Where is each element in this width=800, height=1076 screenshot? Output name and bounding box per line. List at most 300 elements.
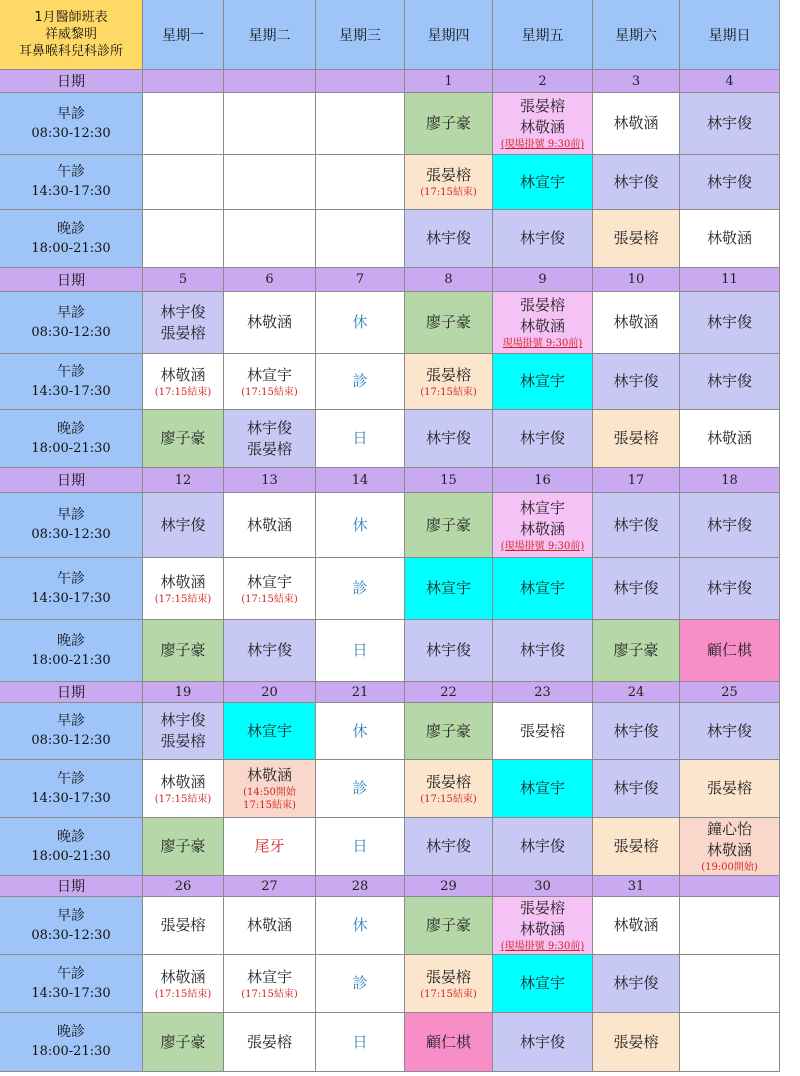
schedule-cell — [405, 897, 493, 955]
schedule-cell — [405, 210, 493, 268]
session-label — [0, 210, 143, 268]
schedule-cell — [493, 897, 593, 955]
title-line-2: 祥威黎明 — [44, 27, 97, 42]
schedule-cell — [680, 955, 780, 1013]
date-number: 10 — [627, 272, 645, 287]
doctor-name: 林宇俊 — [246, 418, 292, 437]
doctor-name: 張晏榕 — [425, 166, 471, 184]
doctor-name: 張晏榕 — [160, 916, 206, 934]
schedule-cell — [143, 155, 224, 210]
doctor-name: 林敬涵 — [706, 841, 752, 859]
schedule-note: (17:15結束) — [420, 793, 477, 805]
schedule-cell — [593, 558, 680, 620]
schedule-cell — [224, 760, 316, 818]
session-time: 14:30-17:30 — [31, 184, 111, 199]
doctor-name: 林宣宇 — [246, 365, 292, 384]
schedule-cell — [493, 493, 593, 558]
date-number: 6 — [265, 272, 274, 287]
session-name: 晚診 — [57, 828, 85, 845]
doctor-name: 顧仁棋 — [706, 641, 752, 659]
date-number: 2 — [538, 73, 547, 89]
doctor-name: 林宇俊 — [246, 641, 292, 659]
doctor-name: 林宇俊 — [613, 515, 659, 534]
doctor-name: 林宇俊 — [706, 515, 752, 534]
doctor-name: 林敬涵 — [706, 229, 752, 247]
schedule-cell — [493, 760, 593, 818]
doctor-name: 林宣宇 — [519, 974, 565, 992]
doctor-name: 林宇俊 — [160, 711, 206, 729]
weekday-label: 星期二 — [248, 27, 291, 44]
doctor-name: 林敬涵 — [613, 313, 659, 331]
schedule-note: (現場掛號 9:30前) — [500, 540, 585, 552]
session-name: 早診 — [57, 713, 85, 729]
schedule-cell — [143, 410, 224, 468]
weekday-header — [143, 0, 224, 70]
doctor-name: 林宣宇 — [425, 579, 471, 597]
schedule-cell — [224, 210, 316, 268]
weekday-header — [680, 0, 780, 70]
schedule-cell — [143, 354, 224, 410]
session-label — [0, 620, 143, 682]
date-row-label — [0, 682, 143, 703]
schedule-cell — [680, 703, 780, 760]
doctor-name: 林敬涵 — [706, 429, 752, 447]
schedule-cell — [316, 93, 405, 155]
doctor-name: 休 — [352, 721, 368, 740]
schedule-cell — [680, 155, 780, 210]
doctor-name: 林敬涵 — [613, 916, 659, 934]
doctor-name: 鐘心怡 — [706, 820, 752, 838]
doctor-name: 張晏榕 — [613, 837, 659, 855]
date-cell — [316, 70, 405, 93]
doctor-name: 張晏榕 — [519, 721, 565, 740]
schedule-cell — [680, 493, 780, 558]
doctor-name: 尾牙 — [254, 837, 285, 855]
doctor-name: 診 — [352, 372, 368, 390]
date-number: 17 — [627, 472, 645, 488]
weekday-header — [316, 0, 405, 70]
schedule-cell — [316, 210, 405, 268]
title-line-3: 耳鼻喉科兒科診所 — [18, 44, 123, 59]
schedule-cell — [316, 955, 405, 1013]
date-cell — [680, 268, 780, 292]
date-cell — [143, 682, 224, 703]
schedule-cell — [593, 703, 680, 760]
schedule-note: (17:15結束) — [241, 593, 298, 605]
weekday-header — [593, 0, 680, 70]
schedule-cell — [405, 818, 493, 876]
schedule-cell — [593, 818, 680, 876]
schedule-cell — [224, 897, 316, 955]
date-number: 3 — [631, 73, 641, 89]
doctor-name: 林宇俊 — [706, 579, 752, 597]
session-label — [0, 703, 143, 760]
date-cell — [224, 876, 316, 897]
schedule-cell — [316, 897, 405, 955]
doctor-name: 張晏榕 — [613, 429, 659, 447]
doctor-name: 林宇俊 — [160, 515, 206, 534]
date-number: 20 — [261, 684, 278, 700]
schedule-cell — [680, 93, 780, 155]
doctor-name: 診 — [352, 779, 368, 797]
schedule-note: (17:15結束) — [420, 988, 477, 1000]
doctor-name: 林敬涵 — [246, 916, 292, 934]
doctor-name: 休 — [352, 916, 368, 934]
date-number: 21 — [351, 684, 369, 700]
doctor-name: 廖子豪 — [425, 515, 471, 534]
date-cell — [143, 468, 224, 493]
schedule-cell — [680, 620, 780, 682]
date-row-label — [0, 468, 143, 493]
schedule-cell — [405, 558, 493, 620]
date-number: 30 — [534, 878, 551, 894]
doctor-name: 林宇俊 — [425, 229, 471, 247]
session-name: 午診 — [57, 770, 85, 787]
date-cell — [224, 682, 316, 703]
doctor-name: 林宇俊 — [706, 721, 752, 740]
doctor-name: 林敬涵 — [160, 967, 206, 986]
schedule-note: (17:15結束) — [420, 187, 477, 198]
schedule-cell — [224, 410, 316, 468]
session-time: 14:30-17:30 — [31, 985, 111, 1001]
doctor-name: 林宇俊 — [519, 429, 565, 447]
schedule-cell — [316, 620, 405, 682]
schedule-cell — [405, 493, 493, 558]
doctor-name: 林宇俊 — [160, 302, 206, 321]
schedule-cell — [224, 955, 316, 1013]
schedule-cell — [224, 493, 316, 558]
schedule-cell — [493, 703, 593, 760]
schedule-cell — [316, 410, 405, 468]
doctor-name: 林宇俊 — [706, 313, 752, 331]
schedule-note: (17:15結束) — [241, 386, 298, 398]
doctor-name: 林宇俊 — [613, 579, 659, 597]
doctor-name: 張晏榕 — [706, 779, 752, 797]
doctor-name: 林宇俊 — [519, 837, 565, 855]
doctor-name: 林宣宇 — [246, 967, 292, 986]
date-cell — [593, 70, 680, 93]
session-name: 早診 — [57, 304, 85, 321]
date-number: 29 — [440, 878, 457, 894]
doctor-name: 林宣宇 — [519, 372, 565, 390]
date-cell — [593, 876, 680, 897]
schedule-cell — [680, 818, 780, 876]
session-label — [0, 558, 143, 620]
schedule-cell — [224, 292, 316, 354]
session-label — [0, 955, 143, 1013]
date-label: 日期 — [57, 879, 85, 895]
doctor-name: 廖子豪 — [425, 114, 471, 132]
date-number: 23 — [534, 684, 551, 700]
session-name: 晚診 — [57, 632, 85, 649]
schedule-cell — [405, 410, 493, 468]
title-line-1: 1月醫師班表 — [34, 10, 108, 25]
schedule-note: 17:15結束) — [243, 800, 296, 811]
schedule-cell — [680, 410, 780, 468]
date-label: 日期 — [57, 685, 85, 701]
session-label — [0, 410, 143, 468]
date-cell — [680, 468, 780, 493]
date-cell — [316, 468, 405, 493]
doctor-name: 日 — [352, 429, 368, 447]
session-name: 午診 — [57, 363, 85, 380]
date-cell — [224, 70, 316, 93]
session-time: 18:00-21:30 — [31, 652, 111, 668]
schedule-cell — [680, 210, 780, 268]
date-row-label — [0, 268, 143, 292]
doctor-name: 廖子豪 — [160, 429, 206, 447]
schedule-cell — [405, 155, 493, 210]
date-number: 24 — [627, 684, 645, 700]
weekday-label: 星期一 — [162, 27, 204, 44]
schedule-cell — [680, 292, 780, 354]
doctor-name: 張晏榕 — [246, 439, 292, 458]
schedule-cell — [316, 493, 405, 558]
doctor-name: 日 — [352, 1032, 368, 1051]
date-cell — [493, 876, 593, 897]
date-number: 11 — [721, 272, 738, 287]
schedule-cell — [680, 558, 780, 620]
doctor-name: 張晏榕 — [160, 323, 206, 342]
schedule-cell — [316, 818, 405, 876]
date-number: 13 — [261, 472, 278, 488]
date-cell — [405, 468, 493, 493]
session-time: 08:30-12:30 — [31, 927, 111, 943]
date-cell — [143, 268, 224, 292]
doctor-name: 林宇俊 — [613, 779, 659, 797]
date-number: 31 — [627, 878, 645, 894]
session-label — [0, 493, 143, 558]
schedule-cell — [593, 760, 680, 818]
date-cell — [405, 876, 493, 897]
date-number: 8 — [444, 272, 453, 287]
date-row-label — [0, 876, 143, 897]
schedule-cell — [493, 93, 593, 155]
doctor-name: 林敬涵 — [519, 920, 565, 938]
doctor-name: 林敬涵 — [160, 772, 206, 791]
session-name: 晚診 — [57, 1024, 85, 1040]
doctor-name: 林敬涵 — [519, 519, 565, 538]
schedule-cell — [143, 493, 224, 558]
schedule-cell — [593, 292, 680, 354]
schedule-cell — [316, 1013, 405, 1072]
session-name: 早診 — [57, 907, 85, 924]
date-number: 16 — [534, 472, 551, 488]
schedule-cell — [680, 354, 780, 410]
session-name: 晚診 — [57, 420, 85, 437]
session-time: 18:00-21:30 — [31, 1044, 111, 1059]
date-cell — [316, 268, 405, 292]
schedule-cell — [405, 1013, 493, 1072]
schedule-cell — [593, 354, 680, 410]
schedule-cell — [143, 818, 224, 876]
weekday-label: 星期四 — [427, 27, 470, 44]
schedule-cell — [143, 703, 224, 760]
date-number: 4 — [725, 73, 734, 89]
doctor-name: 日 — [352, 837, 368, 855]
weekday-header — [224, 0, 316, 70]
date-number: 7 — [355, 272, 365, 287]
schedule-cell — [143, 558, 224, 620]
doctor-name: 林宣宇 — [519, 498, 565, 517]
doctor-name: 張晏榕 — [519, 296, 565, 314]
schedule-cell — [224, 818, 316, 876]
doctor-name: 林宇俊 — [519, 229, 565, 247]
schedule-note: (17:15結束) — [154, 793, 212, 805]
weekday-header — [405, 0, 493, 70]
date-number: 15 — [440, 472, 457, 488]
doctor-name: 林宣宇 — [519, 779, 565, 797]
weekday-label: 星期六 — [615, 27, 657, 44]
schedule-cell — [143, 760, 224, 818]
schedule-cell — [224, 1013, 316, 1072]
doctor-name: 林宇俊 — [706, 114, 752, 132]
date-cell — [316, 876, 405, 897]
doctor-name: 張晏榕 — [425, 772, 471, 791]
session-label — [0, 818, 143, 876]
session-time: 08:30-12:30 — [31, 324, 111, 340]
weekday-label: 星期日 — [708, 27, 751, 44]
doctor-name: 張晏榕 — [425, 967, 471, 986]
date-label: 日期 — [57, 473, 85, 489]
doctor-name: 休 — [352, 313, 368, 331]
doctor-name: 廖子豪 — [425, 916, 471, 934]
doctor-name: 林宇俊 — [613, 974, 659, 992]
date-number: 18 — [721, 472, 738, 488]
session-label — [0, 292, 143, 354]
doctor-name: 日 — [352, 641, 368, 659]
schedule-cell — [593, 1013, 680, 1072]
date-cell — [493, 70, 593, 93]
doctor-name: 診 — [352, 579, 368, 597]
doctor-name: 林敬涵 — [519, 317, 565, 335]
schedule-note: (19:00開始) — [701, 862, 758, 873]
date-cell — [493, 268, 593, 292]
date-label: 日期 — [57, 74, 85, 90]
date-cell — [493, 468, 593, 493]
session-time: 18:00-21:30 — [31, 848, 111, 864]
doctor-name: 休 — [352, 515, 368, 534]
doctor-name: 張晏榕 — [246, 1032, 292, 1051]
schedule-cell — [493, 292, 593, 354]
schedule-cell — [224, 558, 316, 620]
schedule-note: (現場掛號 9:30前) — [500, 139, 585, 150]
doctor-name: 林宇俊 — [706, 372, 752, 390]
date-cell — [593, 468, 680, 493]
date-cell — [224, 468, 316, 493]
date-cell — [143, 70, 224, 93]
date-cell — [405, 70, 493, 93]
schedule-cell — [143, 292, 224, 354]
schedule-note: (17:15結束) — [241, 988, 298, 1000]
schedule-cell — [493, 210, 593, 268]
schedule-cell — [593, 93, 680, 155]
doctor-name: 林敬涵 — [246, 515, 292, 534]
doctor-name: 林宣宇 — [246, 721, 292, 740]
date-label: 日期 — [57, 272, 85, 289]
schedule-cell — [224, 93, 316, 155]
date-cell — [493, 682, 593, 703]
doctor-name: 林宇俊 — [613, 372, 659, 390]
date-number: 25 — [721, 684, 738, 700]
schedule-cell — [680, 760, 780, 818]
date-number: 12 — [174, 472, 192, 488]
date-number: 14 — [351, 472, 369, 488]
session-name: 午診 — [57, 965, 85, 982]
doctor-name: 林宣宇 — [246, 572, 292, 591]
doctor-name: 顧仁棋 — [425, 1032, 471, 1051]
schedule-cell — [493, 620, 593, 682]
schedule-cell — [593, 410, 680, 468]
schedule-cell — [593, 210, 680, 268]
date-number: 26 — [174, 878, 192, 894]
schedule-cell — [493, 955, 593, 1013]
schedule-cell — [680, 897, 780, 955]
doctor-name: 林宣宇 — [519, 579, 565, 597]
doctor-name: 林宇俊 — [425, 641, 471, 659]
schedule-note: (17:15結束) — [154, 593, 212, 605]
schedule-cell — [405, 292, 493, 354]
schedule-cell — [493, 410, 593, 468]
schedule-cell — [593, 155, 680, 210]
session-label — [0, 1013, 143, 1072]
doctor-name: 林宇俊 — [613, 721, 659, 740]
schedule-cell — [316, 292, 405, 354]
date-number: 19 — [174, 684, 192, 700]
session-label — [0, 760, 143, 818]
doctor-name: 張晏榕 — [613, 1032, 659, 1051]
schedule-cell — [405, 93, 493, 155]
doctor-name: 廖子豪 — [160, 1032, 206, 1051]
date-number: 5 — [178, 272, 188, 287]
session-label — [0, 155, 143, 210]
doctor-name: 林宇俊 — [613, 172, 659, 191]
schedule-note: (現場掛號 9:30前) — [500, 941, 585, 952]
session-label — [0, 354, 143, 410]
schedule-cell — [224, 703, 316, 760]
session-time: 08:30-12:30 — [31, 527, 111, 542]
schedule-cell — [224, 155, 316, 210]
session-name: 午診 — [57, 164, 85, 180]
doctor-name: 診 — [352, 974, 368, 992]
doctor-name: 林宇俊 — [425, 837, 471, 855]
schedule-cell — [405, 703, 493, 760]
schedule-cell — [493, 818, 593, 876]
schedule-cell — [143, 620, 224, 682]
schedule-cell — [593, 897, 680, 955]
session-time: 14:30-17:30 — [31, 383, 111, 399]
schedule-cell — [405, 620, 493, 682]
session-time: 18:00-21:30 — [31, 240, 111, 256]
schedule-cell — [593, 493, 680, 558]
schedule-note: (17:15結束) — [154, 386, 212, 398]
schedule-cell — [316, 155, 405, 210]
doctor-name: 張晏榕 — [613, 229, 659, 247]
weekday-label: 星期五 — [521, 27, 564, 44]
schedule-cell — [316, 354, 405, 410]
session-time: 14:30-17:30 — [31, 790, 111, 806]
schedule-cell — [493, 558, 593, 620]
session-label — [0, 93, 143, 155]
doctor-name: 廖子豪 — [425, 313, 471, 331]
date-number: 1 — [444, 73, 453, 89]
session-name: 晚診 — [57, 220, 85, 237]
session-name: 午診 — [57, 570, 85, 587]
date-cell — [680, 682, 780, 703]
session-time: 08:30-12:30 — [31, 125, 111, 141]
doctor-name: 林敬涵 — [519, 118, 565, 136]
doctor-name: 林敬涵 — [160, 365, 206, 384]
